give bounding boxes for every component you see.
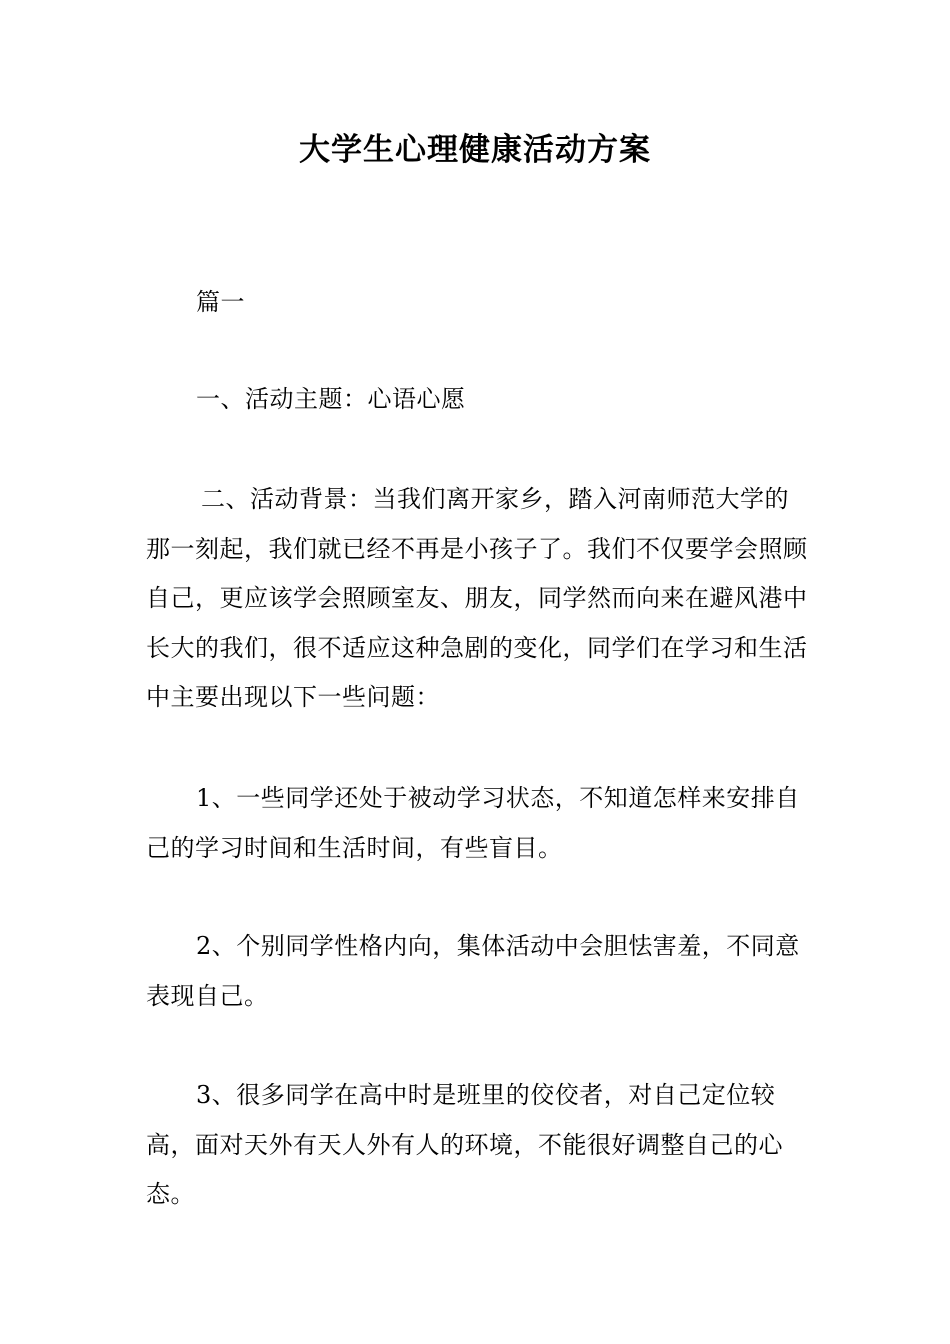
paragraph-theme: 一、活动主题：心语心愿 [196, 385, 466, 413]
paragraph-item-2: 2、个别同学性格内向，集体活动中会胆怯害羞，不同意表现自己。 [146, 932, 800, 1010]
paragraph-item-1: 1、一些同学还处于被动学习状态，不知道怎样来安排自己的学习时间和生活时间，有些盲目。 [146, 784, 800, 862]
document-title: 大学生心理健康活动方案 [299, 132, 651, 168]
paragraph-background: 二、活动背景：当我们离开家乡，踏入河南师范大学的那一刻起，我们就已经不再是小孩子了。我们不仅要学会照顾自己，更应该学会照顾室友、朋友，同学然而向来在避风港中长大的我们，很不适应这种急剧的变化，同学们在学习和生活中主要出现以下一些问题： [146, 485, 808, 711]
paragraph-item-3: 3、很多同学在高中时是班里的佼佼者，对自己定位较高，面对天外有天人外有人的环境，不能很好调整自己的心态。 [146, 1081, 783, 1208]
section-label: 篇一 [196, 288, 245, 316]
